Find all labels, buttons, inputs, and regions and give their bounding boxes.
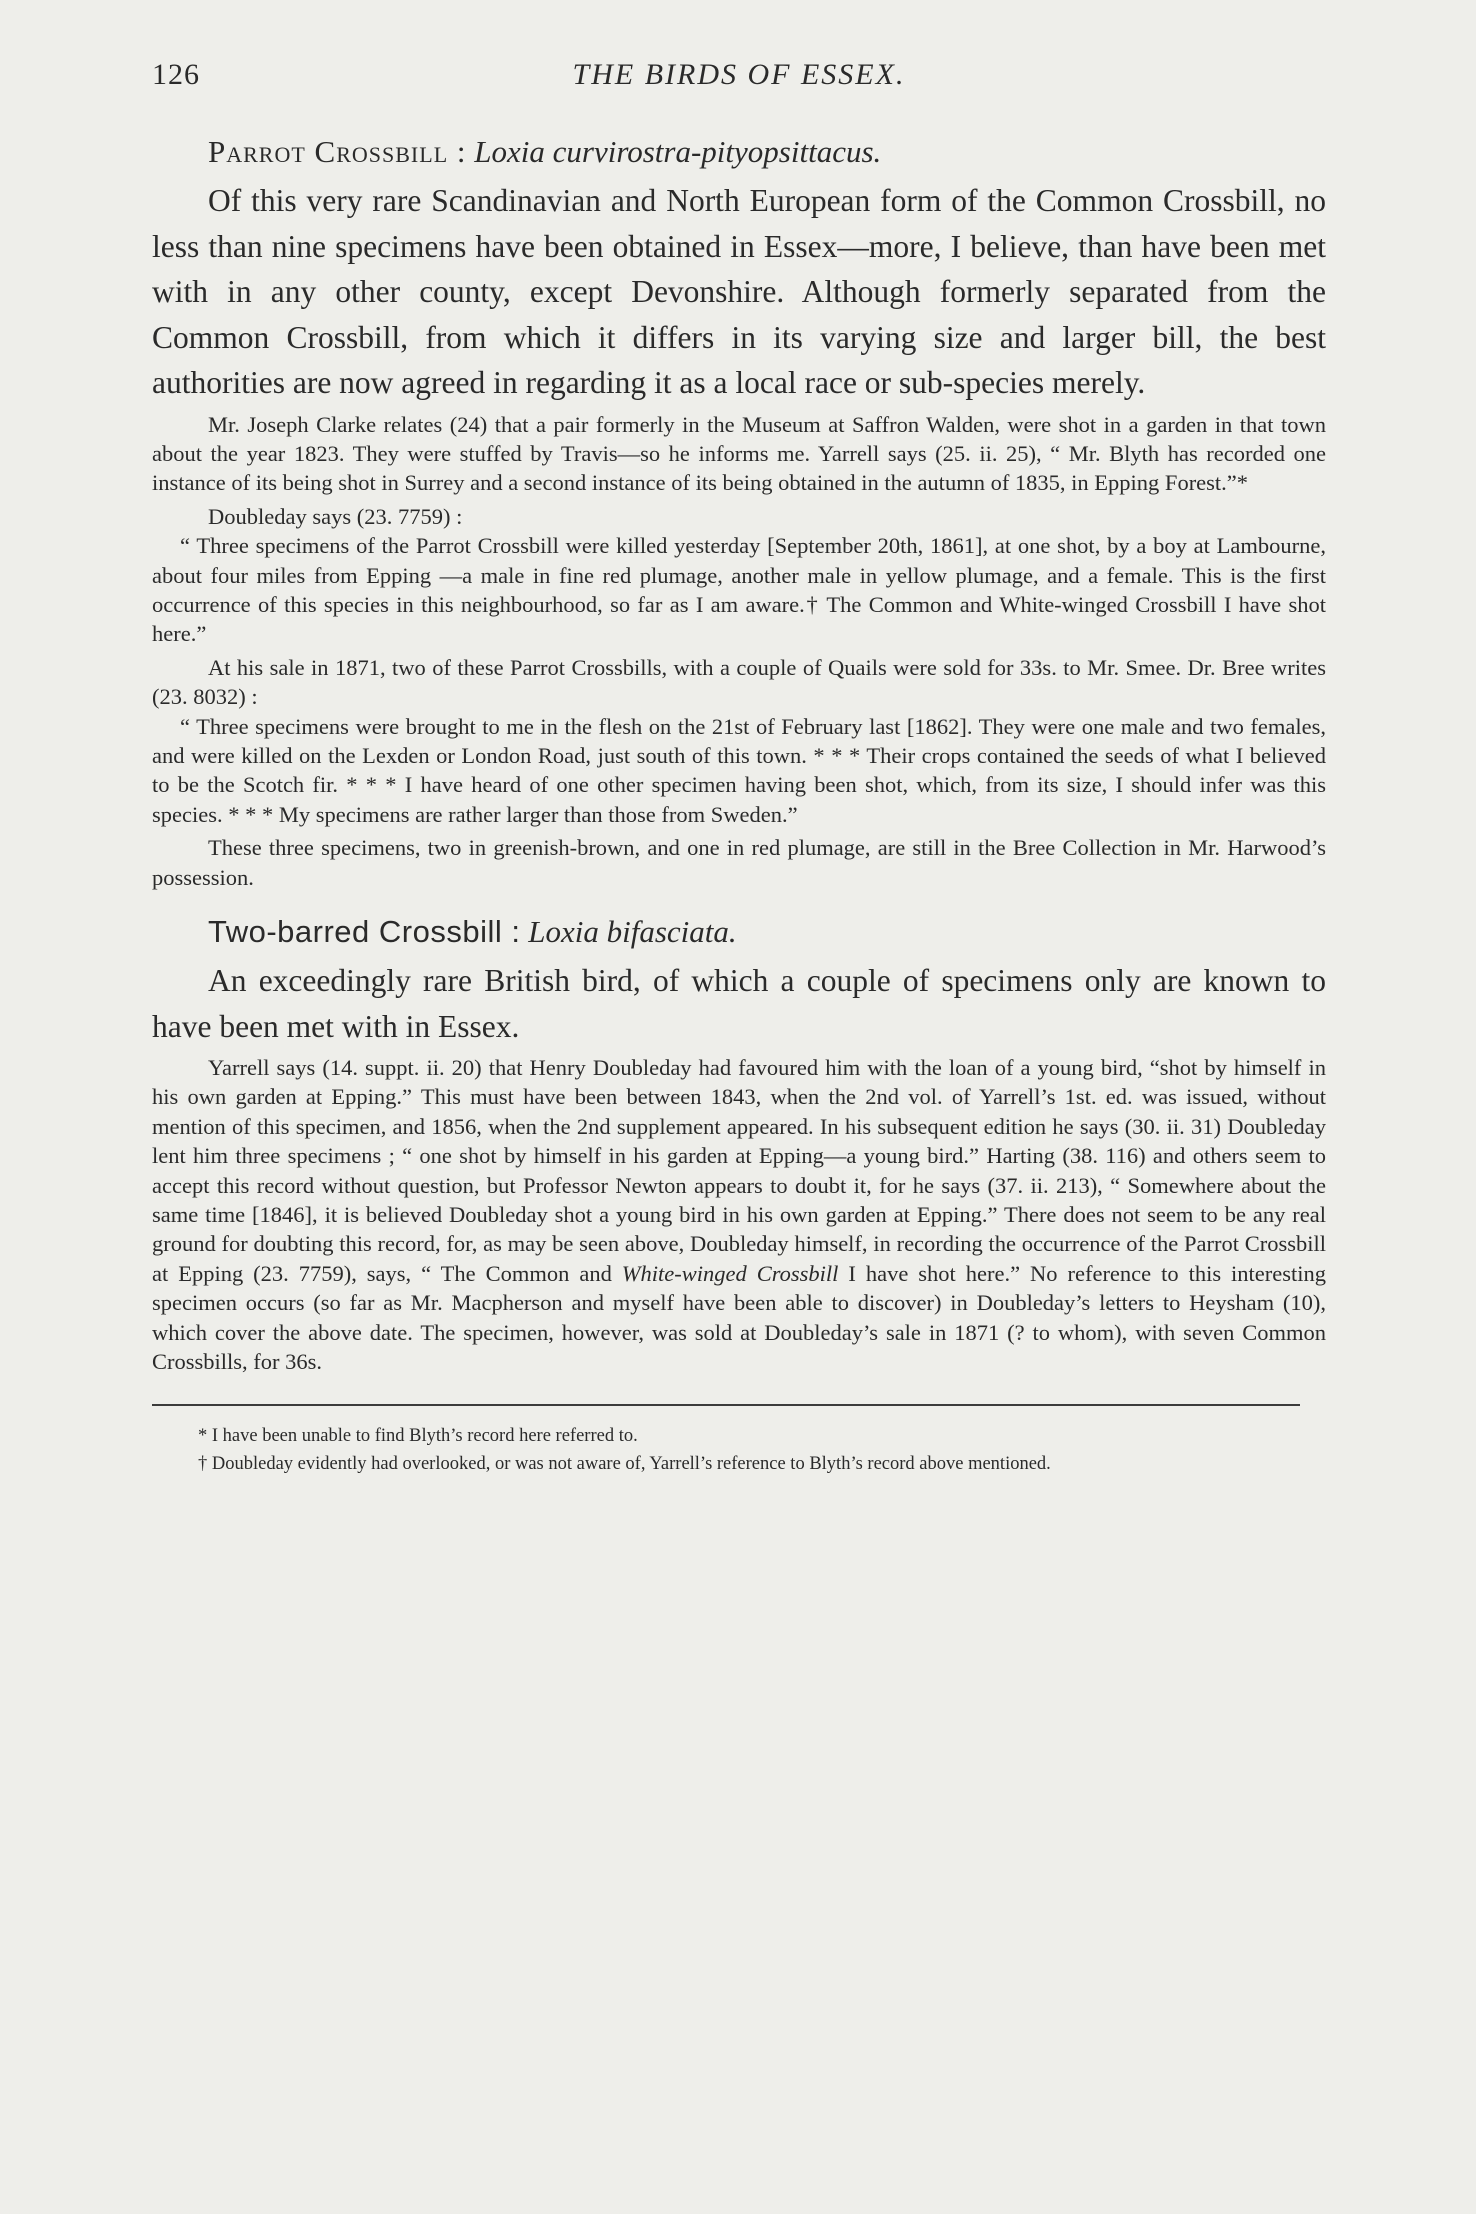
parrot-crossbill-heading [208, 132, 1326, 172]
text-run: I have shot here.” No reference to this interesting specimen occurs (so far as Mr. Macpherson and myself have been able to discover) in Doubleday’s letters to Heysham (10), which cover the above date. The specimen, however, was sold at Doubleday’s sale in 1871 (? to whom), with seven Common Crossbills, for 36s. [152, 1260, 1327, 1375]
common-name: Parrot Crossbill : [208, 134, 467, 169]
footnote: † Doubleday evidently had overlooked, or was not aware of, Yarrell’s reference to Blyth’s record above mentioned. [198, 1454, 1051, 1475]
quoted-paragraph: “ Three specimens were brought to me in the flesh on the 21st of February last [1862]. They were one male and two females, and were killed on the Lexden or London Road, just south of this town. * * * Their crops contained the seeds of what I believed to be the Scotch fir. * * * I have heard of one other specimen having been shot, which, from its size, I should infer was this species. * * * My specimens are rather larger than those from Sweden.” [152, 713, 1326, 827]
body-paragraph: Mr. Joseph Clarke relates (24) that a pair formerly in the Museum at Saffron Walden, were shot in a garden in that town about the year 1823. They were stuffed by Travis—so he informs me. Yarrell says (25. ii. 25), “ Mr. Blyth has recorded one instance of its being shot in Surrey and a second instance of its being obtained in the autumn of 1835, in Epping Forest.”* [152, 411, 1326, 496]
footnote-rule [152, 1404, 1300, 1406]
body-paragraph: At his sale in 1871, two of these Parrot Crossbills, with a couple of Quails were sold for 33s. to Mr. Smee. Dr. Bree writes (23. 8032) : [152, 654, 1326, 710]
body-paragraph [152, 1053, 1326, 1376]
latin-name: Loxia curvirostra-pityopsittacus. [474, 134, 882, 169]
running-title: THE BIRDS OF ESSEX. [572, 58, 906, 91]
text-run: Yarrell says (14. suppt. ii. 20) that Henry Doubleday had favoured him with the loan of a young bird, “shot by himself in his own garden at Epping.” This must have been between 1843, when the 2nd vol. of Yarrell’s 1st. ed. was issued, without mention of this specimen, and 1856, when the 2nd supplement appeared. In his subsequent edition he says (30. ii. 31) Doubleday lent him three specimens ; “ one shot by himself in his garden at Epping—a young bird.” Harting (38. 116) and others seem to accept this record without question, but Professor Newton appears to doubt it, for he says (37. ii. 213), “ Somewhere about the same time [1846], it is believed Doubleday shot a young bird in his own garden at Epping.” There does not seem to be any real ground for doubting this record, for, as may be seen above, Doubleday himself, in recording the occurrence of the Parrot Crossbill at Epping (23. 7759), says, “ The Common and [152, 1055, 1326, 1286]
italic-text-run: White-winged Crossbill [621, 1260, 839, 1286]
quoted-paragraph: “ Three specimens of the Parrot Crossbill were killed yesterday [September 20th, 1861], at one shot, by a boy at Lambourne, about four miles from Epping —a male in fine red plumage, another male in yellow plumage, and a female. This is the first occurrence of this species in this neighbourhood, so far as I am aware.† The Common and White-winged Crossbill I have shot here.” [152, 533, 1326, 647]
parrot-lead-paragraph: Of this very rare Scandinavian and North European form of the Common Crossbill, no less than nine specimens have been obtained in Essex—more, I believe, than have been met with in any other county, except Devonshire. Although formerly separated from the Common Crossbill, from which it differs in its varying size and larger bill, the best authorities are now agreed in regarding it as a local race or sub-species merely. [152, 183, 1326, 400]
two-barred-crossbill-heading [208, 912, 1326, 952]
body-paragraph: These three specimens, two in greenish-brown, and one in red plumage, are still in the Bree Collection in Mr. Harwood’s possession. [152, 835, 1326, 890]
body-paragraph: Doubleday says (23. 7759) : [208, 503, 463, 529]
page-number: 126 [152, 58, 200, 91]
common-name: Two-barred Crossbill : [208, 914, 521, 949]
running-head [152, 58, 1326, 110]
footnote: * I have been unable to find Blyth’s record here referred to. [198, 1426, 638, 1447]
latin-name: Loxia bifasciata. [528, 914, 737, 949]
footnotes [152, 1422, 1326, 1478]
two-barred-lead-paragraph: An exceedingly rare British bird, of which a couple of specimens only are known to have been met with in Essex. [152, 963, 1326, 1044]
